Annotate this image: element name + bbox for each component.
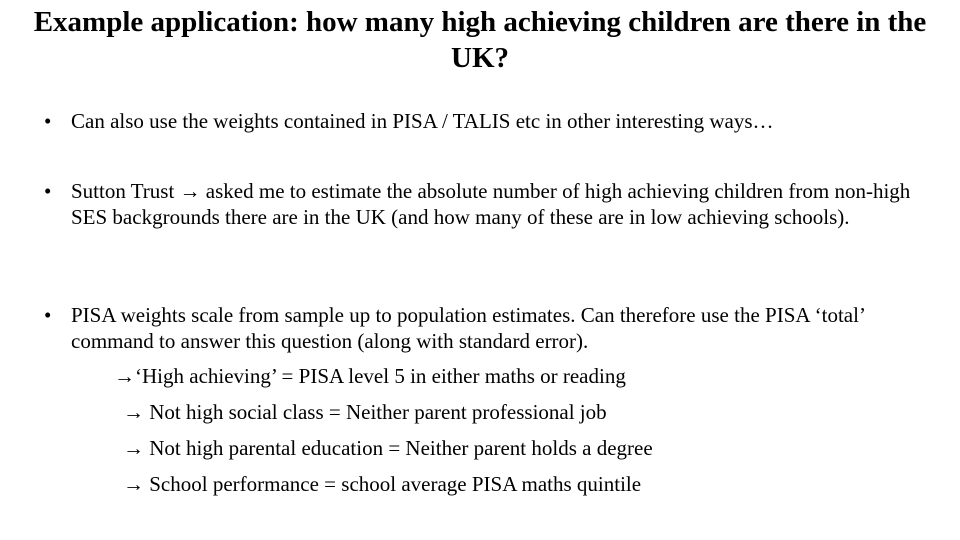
slide-title: Example application: how many high achieving children are there in the UK? [33, 6, 927, 74]
bullet-text: Can also use the weights contained in PISA / TALIS etc in other interesting ways… [71, 109, 774, 133]
bullet-item [44, 178, 924, 230]
bullet-dot: • [44, 109, 52, 133]
bullet-text: PISA weights scale from sample up to population estimates. Can therefore use the PISA ‘total’ command to answer this question (along with standard error). [71, 303, 865, 353]
sub-point-high-achieving: →‘High achieving’ = PISA level 5 in either maths or reading [114, 364, 626, 388]
bullet-text: Sutton Trust → asked me to estimate the absolute number of high achieving children from non-high SES backgrounds there are in the UK (and how many of these are in low achieving schools). [71, 179, 911, 229]
sub-point-parental-education: → Not high parental education = Neither parent holds a degree [123, 436, 653, 460]
bullet-item [44, 108, 924, 134]
bullet-item [44, 302, 924, 354]
sub-point-social-class: → Not high social class = Neither parent professional job [123, 400, 607, 424]
bullet-dot: • [44, 179, 52, 203]
bullet-dot: • [44, 303, 52, 327]
sub-point-school-performance: → School performance = school average PISA maths quintile [123, 472, 642, 496]
